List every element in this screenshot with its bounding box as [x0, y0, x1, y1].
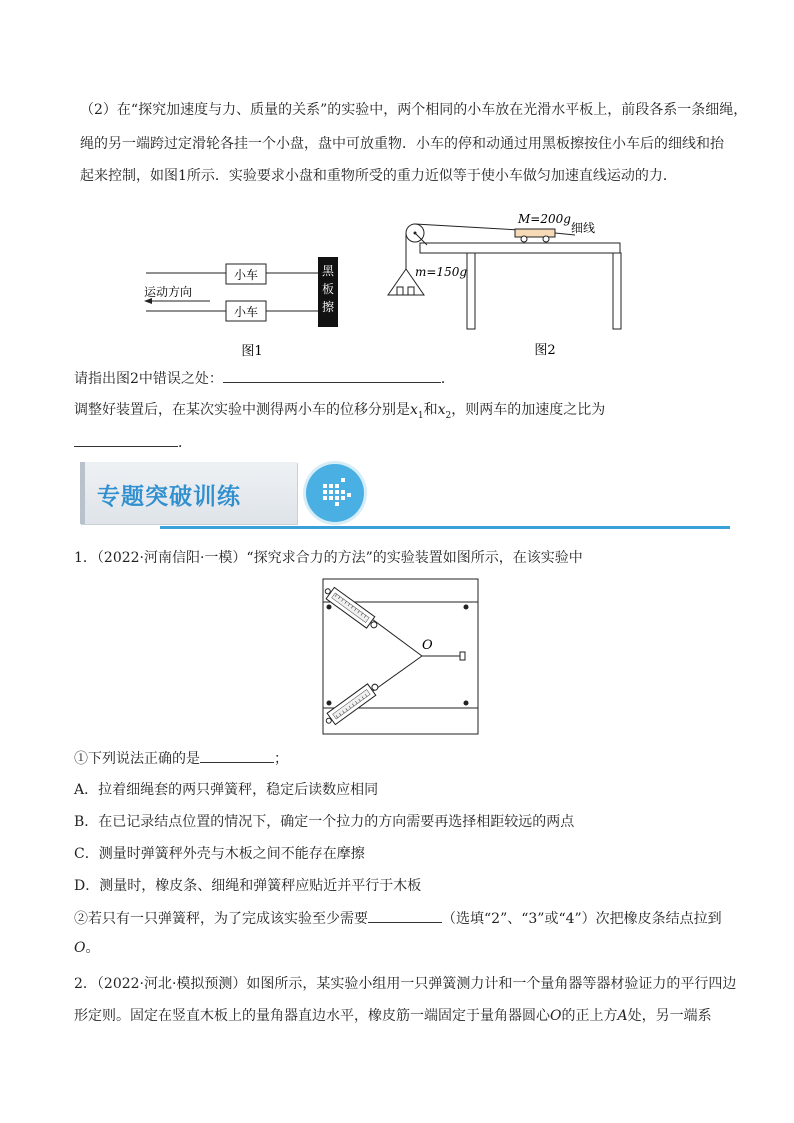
part2-line3: 起来控制，如图1所示．实验要求小盘和重物所受的重力近似等于使小车做匀加速直线运动的力． — [80, 168, 677, 184]
q1-sub2-end: O。 — [74, 940, 100, 956]
figure-1-caption: 图1 — [241, 344, 263, 359]
q1-option-b: B．在已记录结点位置的情况下，确定一个拉力的方向需要再选择相距较远的两点 — [74, 814, 575, 830]
q1-option-d: D．测量时，橡皮条、细绳和弹簧秤应贴近并平行于木板 — [74, 878, 422, 894]
answer-blank-ratio[interactable] — [74, 432, 178, 447]
banner-underline — [160, 526, 730, 529]
table-top — [420, 243, 620, 253]
point-o-label: O — [422, 638, 433, 653]
figure-2-caption: 图2 — [534, 343, 556, 358]
question-error: 请指出图2中错误之处： ． — [74, 368, 455, 389]
car-bottom-label: 小车 — [233, 305, 259, 319]
answer-blank-q1-1[interactable] — [200, 748, 274, 763]
car — [515, 229, 555, 237]
q2-line2: 形定则。固定在竖直木板上的量角器直边水平，橡皮筋一端固定于量角器圆心O的正上方A处，另一端系 — [74, 1008, 712, 1024]
pan-mass-label: m=150g — [415, 265, 468, 279]
part2-line2: 绳的另一端跨过定滑轮各挂一个小盘，盘中可放重物．小车的停和动通过用黑板擦按住小车后的细线和抬 — [80, 136, 724, 152]
car-top-label: 小车 — [233, 268, 259, 282]
banner-title-box — [80, 462, 297, 524]
q1-stem: 1．（2022·河南信阳·一模）“探究求合力的方法”的实验装置如图所示，在该实验中 — [74, 550, 583, 566]
q1-option-a: A．拉着细绳套的两只弹簧秤，稳定后读数应相同 — [74, 782, 379, 798]
banner-title: 专题突破训练 — [97, 484, 241, 510]
section-banner — [80, 462, 660, 532]
direction-label: 运动方向 — [144, 285, 193, 299]
q1-option-c: C．测量时弹簧秤外壳与木板之间不能存在摩擦 — [74, 846, 365, 862]
question-ratio: 调整好装置后，在某次实验中测得两小车的位移分别是$x_1$和$x_2$，则两车的加速度之比为 — [74, 402, 606, 421]
table-leg-right — [613, 253, 621, 329]
answer-blank-q1-2[interactable] — [368, 908, 442, 923]
string-label: 细线 — [571, 221, 596, 235]
grid-arrow-icon — [306, 464, 364, 522]
svg-text:擦: 擦 — [321, 300, 335, 314]
answer-line-ratio: ． — [74, 432, 192, 453]
svg-text:黑: 黑 — [321, 264, 335, 278]
answer-blank-error[interactable] — [223, 368, 441, 383]
figure-1 — [140, 255, 360, 365]
string — [415, 224, 520, 230]
q1-figure — [318, 576, 484, 738]
q2-line1: 2．（2022·河北·模拟预测）如图所示，某实验小组用一只弹簧测力计和一个量角器等器材验证力的平行四边 — [74, 976, 737, 992]
q1-sub2: ②若只有一只弹簧秤，为了完成该实验至少需要 （选填“2”、“3”或“4”）次把橡皮条结点拉到 — [74, 908, 722, 929]
car-mass-label: M=200g — [518, 212, 571, 226]
part2-line1: （2）在“探究加速度与力、质量的关系”的实验中，两个相同的小车放在光滑水平板上，前段各系一条细绳， — [80, 102, 748, 118]
svg-text:板: 板 — [321, 282, 335, 296]
figure-2 — [375, 205, 635, 360]
q1-sub1: ①下列说法正确的是 ； — [74, 748, 288, 769]
table-leg-left — [467, 253, 475, 329]
